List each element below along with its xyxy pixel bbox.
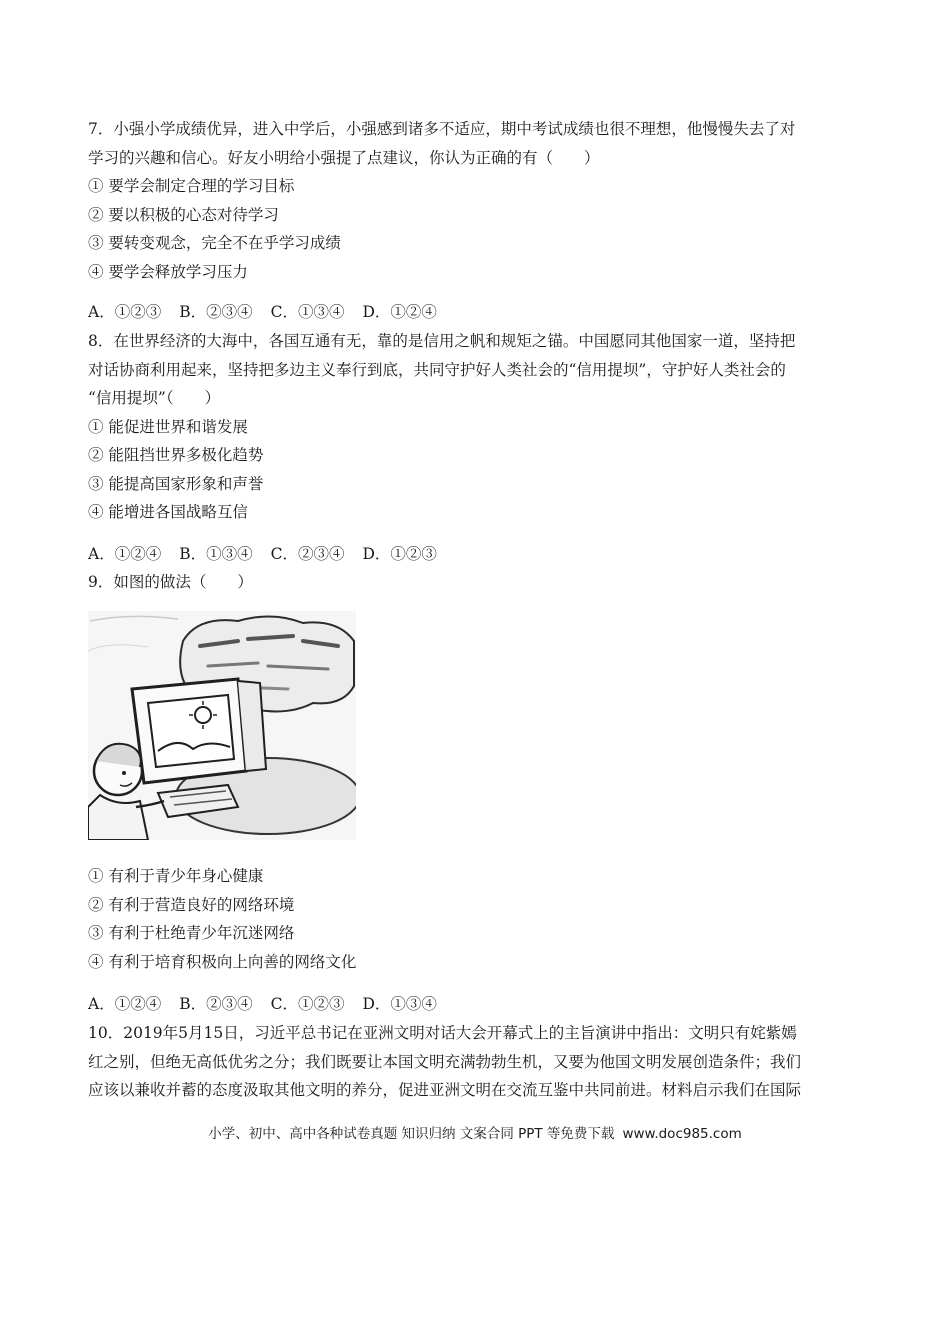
q8-item-1: ① 能促进世界和谐发展	[88, 417, 248, 436]
q9-item-3: ③ 有利于杜绝青少年沉迷网络	[88, 924, 295, 942]
q8-choice-c[interactable]: C．②③④	[270, 545, 345, 563]
question-9-items	[88, 862, 868, 976]
question-9	[88, 568, 868, 597]
question-10	[88, 1019, 868, 1105]
q9-choice-d[interactable]: D．①③④	[362, 995, 437, 1013]
q7-item-3: ③ 要转变观念，完全不在乎学习成绩	[88, 234, 341, 252]
q8-stem-line-3: “信用提坝”（ ）	[88, 389, 221, 407]
q9-item-1: ① 有利于青少年身心健康	[88, 867, 264, 885]
q7-item-2: ② 要以积极的心态对待学习	[88, 205, 279, 224]
q9-choices	[88, 990, 868, 1019]
question-8	[88, 327, 868, 527]
q9-item-2: ② 有利于营造良好的网络环境	[88, 895, 295, 914]
q7-stem-line-1: 7．小强小学成绩优异，进入中学后，小强感到诸多不适应，期中考试成绩也很不理想，他慢慢失去了对	[88, 120, 796, 138]
question-7	[88, 115, 868, 286]
q8-choices	[88, 540, 868, 569]
q8-choice-d[interactable]: D．①②③	[362, 545, 437, 563]
q7-choice-c[interactable]: C．①③④	[270, 303, 345, 321]
cartoon-illustration	[88, 611, 356, 840]
q7-item-1: ① 要学会制定合理的学习目标	[88, 177, 295, 195]
q10-stem-line-1: 10．2019年5月15日，习近平总书记在亚洲文明对话大会开幕式上的主旨演讲中指出：文明只有姹紫嫣	[88, 1024, 797, 1042]
q7-item-4: ④ 要学会释放学习压力	[88, 262, 248, 281]
q7-choices	[88, 298, 868, 327]
q9-item-4: ④ 有利于培育积极向上向善的网络文化	[88, 952, 357, 971]
q7-stem-line-2: 学习的兴趣和信心。好友小明给小强提了点建议，你认为正确的有（ ）	[88, 148, 600, 167]
q8-stem-line-2: 对话协商利用起来，坚持把多边主义奉行到底，共同守护好人类社会的“信用提坝”，守护好人类社会的	[88, 360, 786, 379]
q8-choice-b[interactable]: B．①③④	[179, 545, 253, 563]
page-footer	[0, 1122, 950, 1142]
q9-stem: 9．如图的做法（ ）	[88, 573, 253, 591]
q7-choice-b[interactable]: B．②③④	[179, 303, 253, 321]
q7-choice-d[interactable]: D．①②④	[362, 303, 437, 321]
q7-choice-a[interactable]: A．①②③	[88, 303, 162, 321]
q8-stem-line-1: 8．在世界经济的大海中，各国互通有无，靠的是信用之帆和规矩之锚。中国愿同其他国家一道，坚持把	[88, 332, 796, 350]
q9-choice-b[interactable]: B．②③④	[179, 995, 253, 1013]
footer-url-link[interactable]: www.doc985.com	[622, 1126, 742, 1142]
q10-stem-line-2: 红之别，但绝无高低优劣之分；我们既要让本国文明充满勃勃生机，又要为他国文明发展创造条件；我们	[88, 1052, 802, 1071]
q8-item-4: ④ 能增进各国战略互信	[88, 503, 248, 521]
q9-choice-c[interactable]: C．①②③	[270, 995, 345, 1013]
q8-item-2: ② 能阻挡世界多极化趋势	[88, 446, 264, 464]
q8-choice-a[interactable]: A．①②④	[88, 545, 162, 563]
q8-item-3: ③ 能提高国家形象和声誉	[88, 474, 264, 493]
child-at-computer-image	[88, 611, 356, 840]
footer-text: 小学、初中、高中各种试卷真题 知识归纳 文案合同 PPT 等免费下载	[208, 1126, 615, 1142]
q9-choice-a[interactable]: A．①②④	[88, 995, 162, 1013]
q10-stem-line-3: 应该以兼收并蓄的态度汲取其他文明的养分，促进亚洲文明在交流互鉴中共同前进。材料启示我们在国际	[88, 1081, 802, 1099]
